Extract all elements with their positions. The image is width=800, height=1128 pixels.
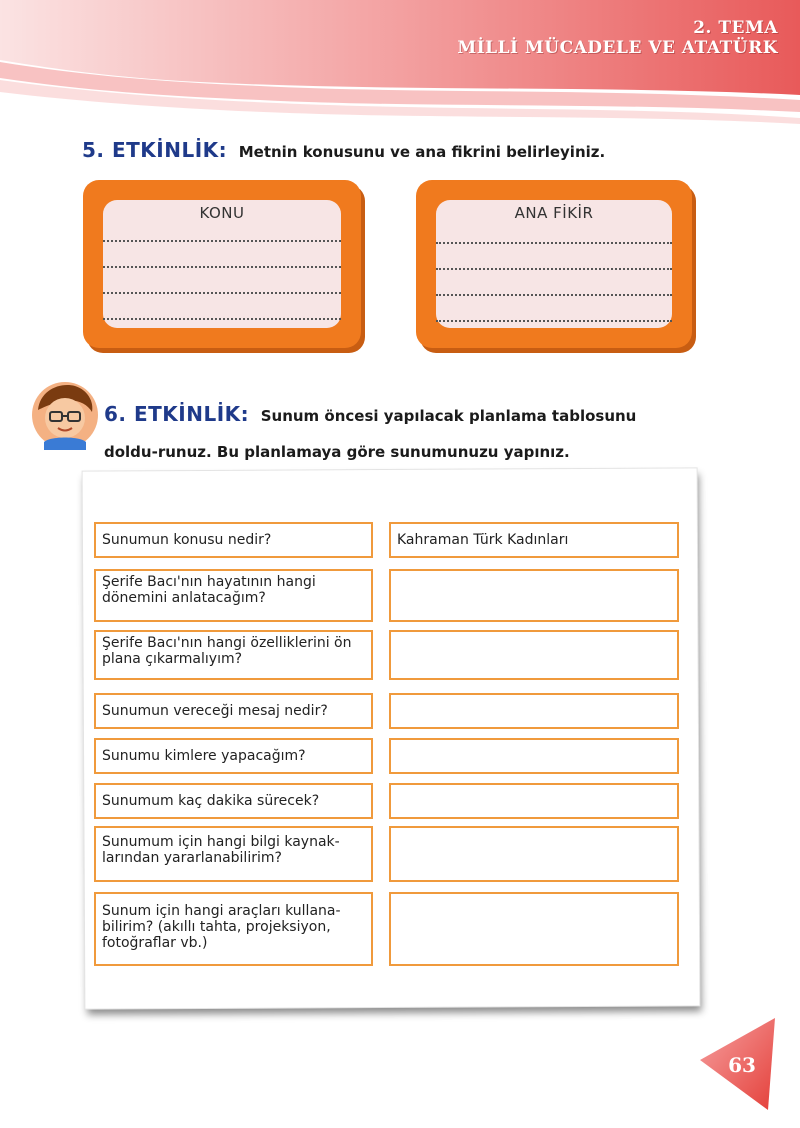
answer-cell-6[interactable]	[389, 783, 679, 819]
ana-fikir-box	[416, 180, 692, 348]
konu-box	[83, 180, 361, 348]
ana-fikir-box-title: ANA FİKİR	[514, 204, 594, 222]
answer-cell-7[interactable]	[389, 826, 679, 882]
activity6-instruction: Sunum öncesi yapılacak planlama tablosunu doldu-runuz. Bu planlamaya göre sunumunuzu yapınız.	[104, 407, 637, 461]
answer-cell-4[interactable]	[389, 693, 679, 729]
theme-title: MİLLİ MÜCADELE VE ATATÜRK	[457, 38, 778, 58]
question-cell-1: Sunumun konusu nedir?	[94, 522, 373, 558]
activity5-heading	[82, 138, 605, 162]
question-cell-2: Şerife Bacı'nın hayatının hangi dönemini anlatacağım?	[94, 569, 373, 622]
header-banner	[0, 0, 800, 125]
boy-avatar-icon	[30, 380, 100, 450]
konu-line-1[interactable]	[103, 240, 341, 242]
konu-line-2[interactable]	[103, 266, 341, 268]
question-cell-8: Sunum için hangi araçları kullana-bilirim? (akıllı tahta, projeksiyon, fotoğraflar vb.)	[94, 892, 373, 966]
question-cell-6: Sunumum kaç dakika sürecek?	[94, 783, 373, 819]
answer-cell-3[interactable]	[389, 630, 679, 680]
question-cell-7: Sunumum için hangi bilgi kaynak-larından yararlanabilirim?	[94, 826, 373, 882]
ana-fikir-line-2[interactable]	[436, 268, 672, 270]
question-cell-4: Sunumun vereceği mesaj nedir?	[94, 693, 373, 729]
ana-fikir-box-inner	[436, 200, 672, 328]
ana-fikir-line-1[interactable]	[436, 242, 672, 244]
ana-fikir-line-3[interactable]	[436, 294, 672, 296]
theme-number: 2. TEMA	[693, 18, 778, 38]
ana-fikir-line-4[interactable]	[436, 320, 672, 322]
konu-box-inner	[103, 200, 341, 328]
activity5-instruction: Metnin konusunu ve ana fikrini belirleyiniz.	[238, 143, 606, 161]
konu-line-3[interactable]	[103, 292, 341, 294]
answer-cell-2[interactable]	[389, 569, 679, 622]
page-number: 63	[728, 1053, 756, 1077]
activity6-label: 6. ETKİNLİK:	[104, 402, 250, 426]
question-cell-3: Şerife Bacı'nın hangi özelliklerini ön plana çıkarmalıyım?	[94, 630, 373, 680]
answer-cell-8[interactable]	[389, 892, 679, 966]
activity5-label: 5. ETKİNLİK:	[82, 138, 228, 162]
question-cell-5: Sunumu kimlere yapacağım?	[94, 738, 373, 774]
activity6-heading	[104, 397, 694, 470]
answer-cell-1[interactable]: Kahraman Türk Kadınları	[389, 522, 679, 558]
konu-box-title: KONU	[199, 204, 245, 222]
answer-cell-5[interactable]	[389, 738, 679, 774]
page-number-badge	[690, 1010, 800, 1120]
konu-line-4[interactable]	[103, 318, 341, 320]
